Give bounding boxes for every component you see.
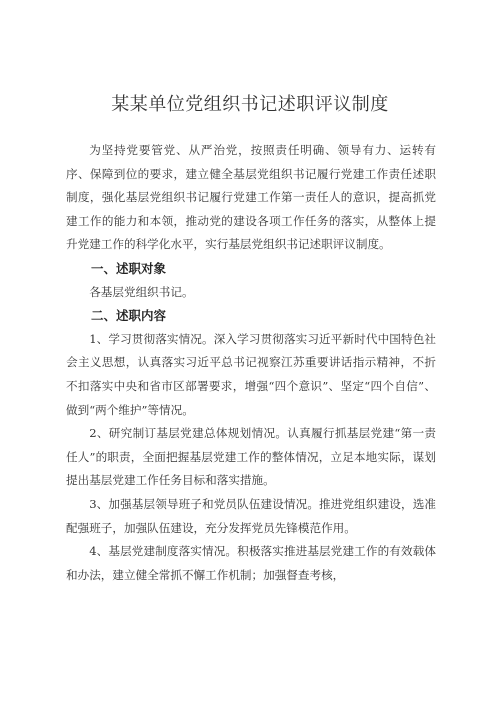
document-body: [66, 139, 436, 587]
section-paragraph: 4、基层党建制度落实情况。积极落实推进基层党建工作的有效载体和办法，建立健全常抓不懈工作机制；加强督查考核，: [66, 544, 436, 582]
intro-paragraph: 为坚持党要管党、从严治党，按照责任明确、领导有力、运转有序、保障到位的要求，建立健全基层党组织书记履行党建工作责任述职制度，强化基层党组织书记履行党建工作第一责任人的意识，提高抓党建工作的能力和本领，推动党的建设各项工作任务的落实，从整体上提升党建工作的科学化水平，实行基层党组织书记述职评议制度。: [66, 143, 436, 252]
section-paragraph: 各基层党组织书记。: [89, 284, 194, 299]
section-paragraph: 3、加强基层领导班子和党员队伍建设情况。推进党组织建设，选准配强班子，加强队伍建设，充分发挥党员先锋模范作用。: [66, 496, 436, 535]
section-paragraph: 1、学习贯彻落实情况。深入学习贯彻落实习近平新时代中国特色社会主义思想，认真落实习近平总书记视察江苏重要讲话指示精神，不折不扣落实中央和省市区部署要求，增强“四个意识”、坚定“四个自信”、做到“两个维护”等情况。: [66, 331, 436, 417]
section-heading-content: 二、述职内容: [91, 308, 167, 324]
document-title: 某某单位党组织书记述职评议制度: [111, 94, 389, 115]
section-heading-objects: 一、述职对象: [91, 260, 167, 276]
section-paragraph: 2、研究制订基层党建总体规划情况。认真履行抓基层党建“第一责任人”的职责，全面把握基层党建工作的整体情况，立足本地实际，谋划提出基层党建工作任务目标和落实措施。: [66, 426, 436, 488]
